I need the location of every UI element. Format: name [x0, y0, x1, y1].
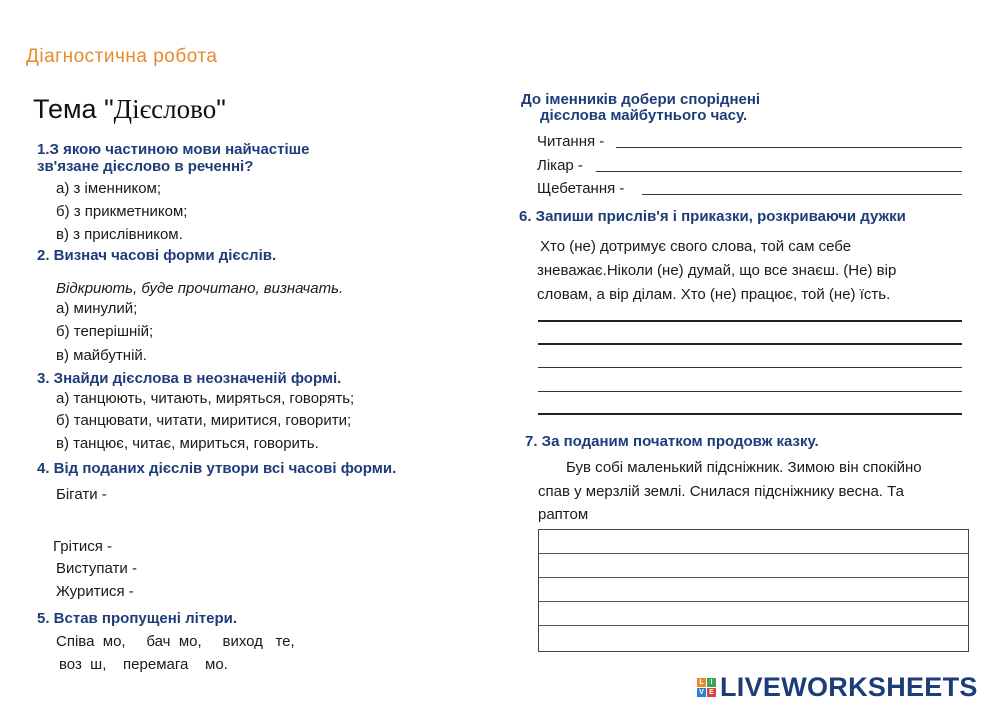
q7-title: 7. За поданим початком продовж казку.	[525, 433, 819, 450]
q1-line1: 1.З якою частиною мови найчастіше	[37, 141, 310, 158]
answer-line[interactable]	[538, 391, 962, 392]
intro-line1: До іменників добери споріднені	[521, 91, 761, 108]
liveworksheets-logo	[697, 672, 978, 703]
q6-line1: Хто (не) дотримує свого слова, той сам себе	[540, 238, 852, 255]
intro-item-2: Лікар -	[537, 157, 583, 174]
answer-line[interactable]	[538, 367, 962, 368]
logo-mark-letter: V	[697, 688, 706, 697]
q1-option-c[interactable]: в) з прислівником.	[56, 226, 183, 243]
story-answer-row[interactable]	[539, 602, 968, 626]
q2-words: Відкриють, буде прочитано, визначать.	[56, 280, 344, 297]
q3-option-b[interactable]: б) танцювати, читати, миритися, говорити;	[56, 412, 352, 429]
story-answer-row[interactable]	[539, 626, 968, 650]
logo-mark-icon	[697, 678, 716, 697]
q2-title: 2. Визнач часові форми дієслів.	[37, 247, 277, 264]
answer-line[interactable]	[642, 194, 962, 195]
worksheet-header: Діагностична робота	[26, 46, 218, 67]
q7-line1: Був собі маленький підсніжник. Зимою він спокійно	[566, 459, 922, 476]
q6-line2: зневажає.Ніколи (не) думай, що все знаєш. (Не) вір	[537, 262, 897, 279]
answer-line[interactable]	[596, 171, 962, 172]
q1-option-b[interactable]: б) з прикметником;	[56, 203, 188, 220]
q3-option-c[interactable]: в) танцює, читає, мириться, говорить.	[56, 435, 319, 452]
q3-option-a[interactable]: а) танцюють, читають, миряться, говорять;	[56, 390, 355, 407]
q2-option-a[interactable]: а) минулий;	[56, 300, 138, 317]
answer-line[interactable]	[538, 320, 962, 322]
answer-line[interactable]	[538, 343, 962, 345]
q3-title: 3. Знайди дієслова в неозначеній формі.	[37, 370, 342, 387]
q4-item-2: Грітися -	[53, 538, 112, 555]
intro-line2: дієслова майбутнього часу.	[540, 107, 748, 124]
story-answer-row[interactable]	[539, 578, 968, 602]
q4-item-4: Журитися -	[56, 583, 134, 600]
q4-item-3: Виступати -	[56, 560, 137, 577]
answer-line[interactable]	[616, 147, 962, 148]
q1-option-a[interactable]: а) з іменником;	[56, 180, 162, 197]
q5-line1: Співа мо, бач мо, виход те,	[56, 633, 295, 650]
q7-line2: спав у мерзлій землі. Снилася підсніжнику весна. Та	[538, 483, 904, 500]
story-answer-row[interactable]	[539, 530, 968, 554]
q4-item-1: Бігати -	[56, 486, 107, 503]
title-suffix: "	[216, 94, 226, 124]
logo-mark-letter: E	[707, 688, 716, 697]
q5-title: 5. Встав пропущені літери.	[37, 610, 238, 627]
intro-item-1: Читання -	[537, 133, 605, 150]
story-answer-box[interactable]	[538, 529, 969, 652]
q2-option-c[interactable]: в) майбутній.	[56, 347, 147, 364]
title-prefix: Тема "	[33, 94, 114, 124]
story-answer-row[interactable]	[539, 554, 968, 578]
logo-text: LIVEWORKSHEETS	[720, 672, 978, 702]
q1-line2: зв'язане дієслово в реченні?	[37, 158, 254, 175]
q6-line3: словам, а вір ділам. Хто (не) працює, той (не) їсть.	[537, 286, 891, 303]
answer-line[interactable]	[538, 413, 962, 415]
logo-mark-letter: I	[707, 678, 716, 687]
q2-option-b[interactable]: б) теперішній;	[56, 323, 154, 340]
title-word: Дієслово	[113, 94, 217, 124]
page-title	[33, 94, 226, 125]
q4-title: 4. Від поданих дієслів утвори всі часові форми.	[37, 460, 397, 477]
q5-line2: воз ш, перемага мо.	[59, 656, 228, 673]
logo-mark-letter: L	[697, 678, 706, 687]
q6-title: 6. Запиши прислів'я і приказки, розкриваючи дужки	[519, 208, 906, 225]
intro-item-3: Щебетання -	[537, 180, 625, 197]
q7-line3: раптом	[538, 506, 589, 523]
